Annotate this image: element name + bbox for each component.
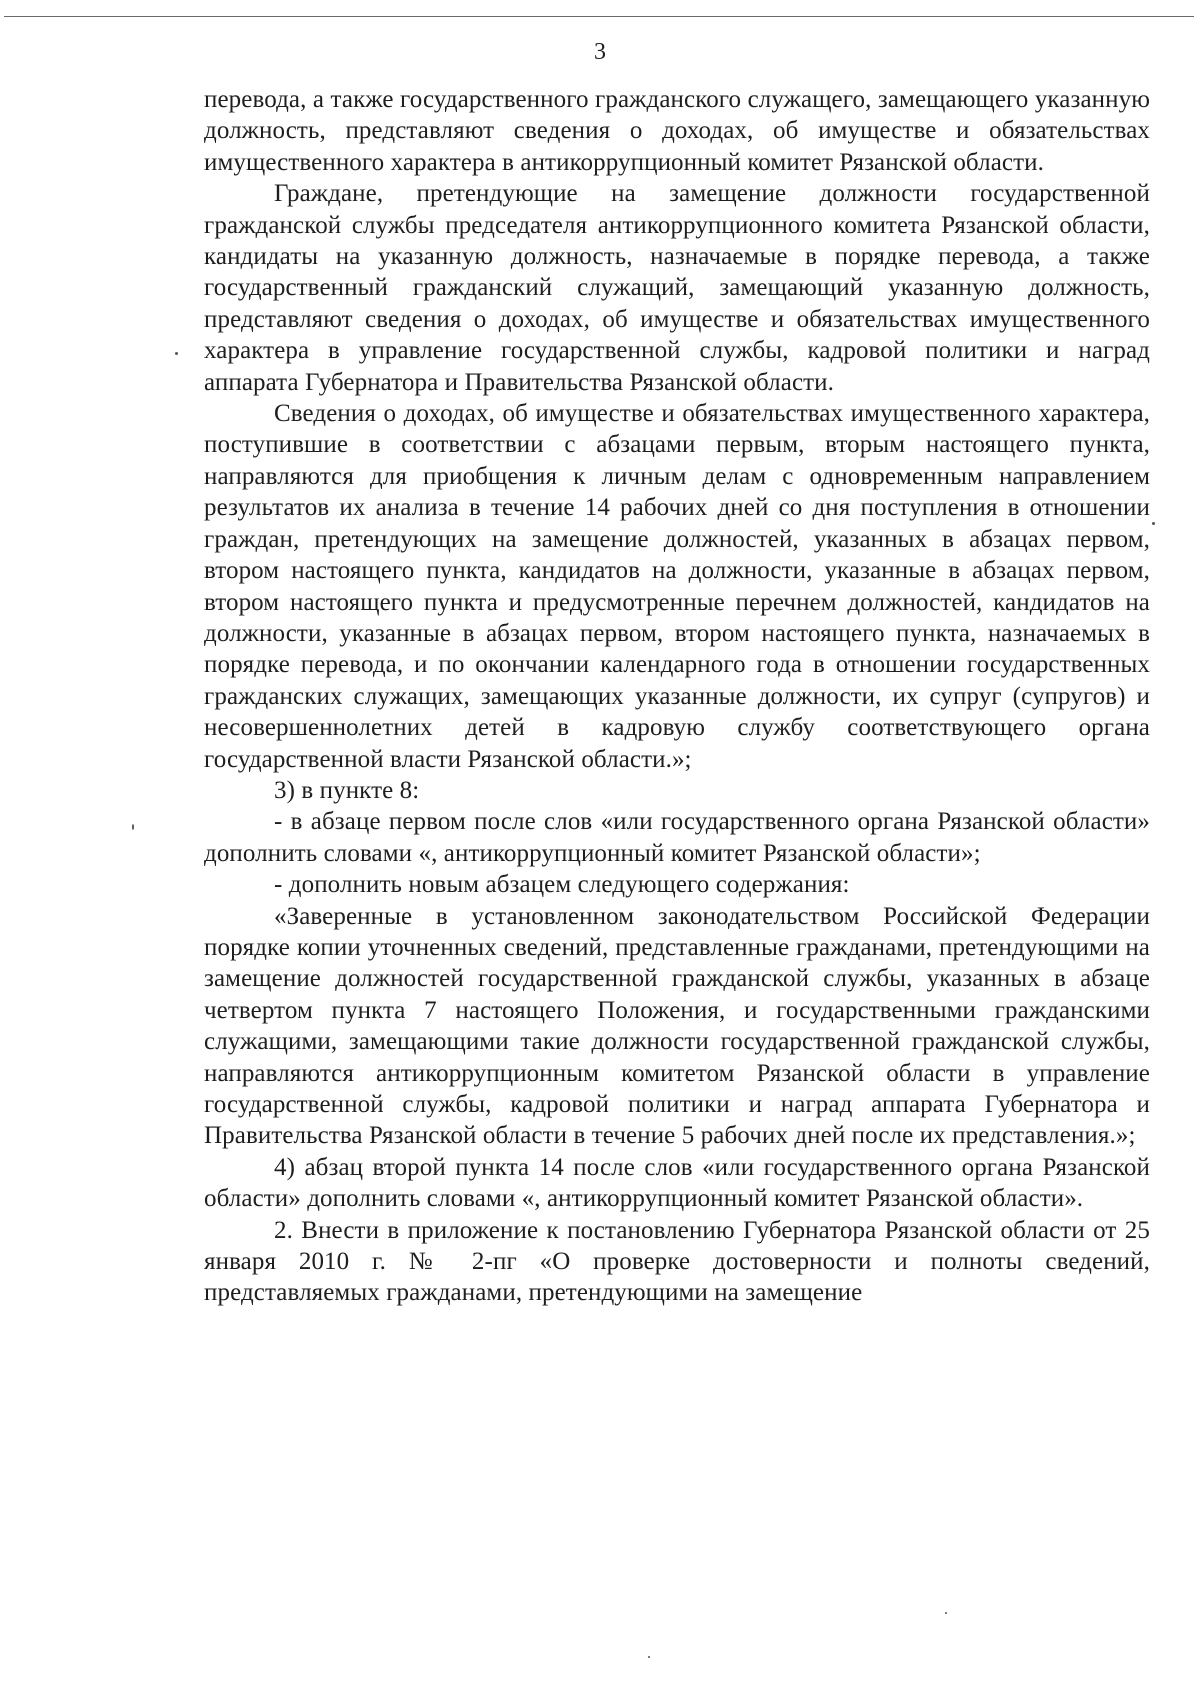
scan-speck xyxy=(648,1656,650,1658)
paragraph-item-3-subitem-1: - в абзаце первом после слов «или государственного органа Рязанской области» дополнить словами «, антикоррупционный комитет Рязанской области»; xyxy=(204,808,1150,867)
paragraph-section-2: 2. Внести в приложение к постановлению Губернатора Рязанской области от 25 января 2010 г. № 2-пг «О проверке достоверности и полноты сведений, представляемых гражданами, претендующими на замещение xyxy=(204,1216,1150,1307)
paragraph-declarations-routing: Сведения о доходах, об имуществе и обязательствах имущественного характера, поступившие в соответствии с абзацами первым, вторым настоящего пункта, направляются для приобщения к личным делам с одновременным направлением результатов их анализа в течение 14 рабочих дней со дня поступления в отношении граждан, претендующих на замещение должностей, указанных в абзацах первом, втором настоящего пункта, кандидатов на должности, указанные в абзацах первом, втором настоящего пункта и предусмотренные перечнем должностей, кандидатов на должности, указанные в абзацах первом, втором настоящего пункта, назначаемых в порядке перевода, и по окончании календарного года в отношении государственных гражданских служащих, замещающих указанные должности, их супруг (супругов) и несовершеннолетних детей в кадровую службу соответствующего органа государственной власти Рязанской области.»; xyxy=(204,400,1150,773)
scan-speck xyxy=(945,1612,947,1614)
paragraph-continuation: перевода, а также государственного гражданского служащего, замещающего указанную должность, представляют сведения о доходах, об имуществе и обязательствах имущественного характера в антикоррупционный комитет Рязанской области. xyxy=(204,86,1150,176)
scan-speck xyxy=(175,352,178,355)
scan-speck xyxy=(132,824,134,830)
paragraph-new-clause-quote: «Заверенные в установленном законодательством Российской Федерации порядке копии уточненных сведений, представленные гражданами, претендующими на замещение должностей государственной гражданской службы, указанных в абзаце четвертом пункта 7 настоящего Положения, и государственными гражданскими служащими, замещающими такие должности государственной гражданской службы, направляются антикоррупционным комитетом Рязанской области в управление государственной службы, кадровой политики и наград аппарата Губернатора и Правительства Рязанской области в течение 5 рабочих дней после их представления.»; xyxy=(204,902,1150,1150)
scan-top-edge-line xyxy=(4,16,1194,17)
page-number: 3 xyxy=(594,39,606,65)
paragraph-item-3: 3) в пункте 8: xyxy=(274,776,420,804)
paragraph-chairman-declarations: Граждане, претендующие на замещение должности государственной гражданской службы председателя антикоррупционного комитета Рязанской области, кандидаты на указанную должность, назначаемые в порядке перевода, а также государственный гражданский служащий, замещающий указанную должность, представляют сведения о доходах, об имуществе и обязательствах имущественного характера в управление государственной службы, кадровой политики и наград аппарата Губернатора и Правительства Рязанской области. xyxy=(204,180,1150,396)
scan-speck xyxy=(1152,522,1155,525)
paragraph-item-3-subitem-2: - дополнить новым абзацем следующего содержания: xyxy=(274,871,850,899)
paragraph-item-4: 4) абзац второй пункта 14 после слов «или государственного органа Рязанской области» дополнить словами «, антикоррупционный комитет Рязанской области». xyxy=(204,1153,1150,1213)
document-body xyxy=(204,84,1150,1309)
